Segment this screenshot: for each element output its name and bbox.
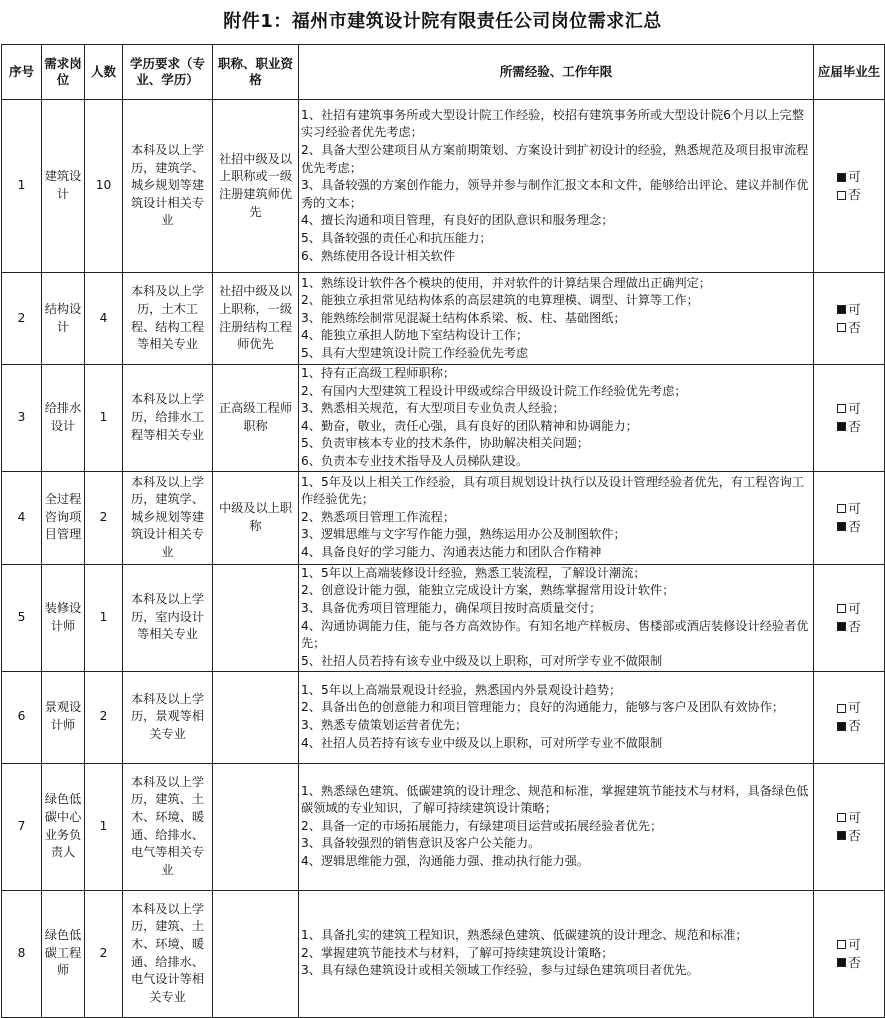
row-experience (299, 890, 814, 1017)
experience-item: 1、具备扎实的建筑工程知识，熟悉绿色建筑、低碳建筑的设计理念、规范和标准； (301, 928, 748, 943)
fresh-option-yes (816, 500, 882, 518)
row-experience (299, 365, 814, 472)
experience-item: 2、能独立承担常见结构体系的高层建筑的电算理模、调型、计算等工作； (301, 293, 699, 308)
experience-item: 4、沟通协调能力佳，能与各方高效协作。有知名地产样板房、售楼部或酒店装修设计经验者优先； (301, 618, 809, 651)
table-row (2, 671, 885, 763)
fresh-option-label: 可 (848, 936, 861, 952)
header-fresh: 应届毕业生 (814, 45, 885, 100)
experience-item: 2、具备一定的市场拓展能力，有绿建项目运营或拓展经验者优先； (301, 818, 663, 833)
row-fresh-graduate (814, 763, 885, 890)
fresh-option-label: 否 (848, 718, 861, 734)
fresh-option-no (816, 954, 882, 972)
fresh-option-no (816, 418, 882, 436)
row-position: 给排水设计 (42, 365, 85, 472)
row-count: 4 (85, 273, 123, 365)
unchecked-box-icon (837, 940, 846, 949)
checked-box-icon (837, 622, 846, 631)
fresh-option-label: 可 (848, 169, 861, 184)
row-experience (299, 471, 814, 564)
header-count: 人数 (85, 45, 123, 100)
experience-item: 4、具备良好的学习能力、沟通表达能力和团队合作精神 (301, 544, 602, 559)
experience-item: 2、具备大型公建项目从方案前期策划、方案设计到扩初设计的经验，熟悉规范及项目报审流程优先考虑； (301, 143, 809, 175)
row-education: 本科及以上学历，建筑学、城乡规划等建筑设计相关专业 (123, 100, 213, 273)
fresh-option-label: 可 (848, 700, 861, 716)
fresh-option-no (816, 618, 882, 636)
row-title-requirement (213, 671, 299, 763)
row-experience (299, 763, 814, 890)
experience-item: 3、具备较强烈的销售意识及客户公关能力。 (301, 836, 541, 851)
row-position: 全过程咨询项目管理 (42, 471, 85, 564)
row-education: 本科及以上学历，建筑、土木、环境、暖通、给排水、电气设计等相关专业 (123, 890, 213, 1017)
experience-item: 3、熟悉相关规范，有大型项目专业负责人经验； (301, 401, 565, 416)
fresh-option-label: 可 (848, 600, 861, 616)
experience-item: 3、能熟练绘制常见混凝土结构体系梁、板、柱、基础图纸； (301, 310, 626, 325)
checked-box-icon (837, 831, 846, 840)
row-count: 1 (85, 564, 123, 671)
fresh-option-no (816, 827, 882, 845)
row-fresh-graduate (814, 365, 885, 472)
fresh-option-yes (816, 699, 882, 717)
fresh-option-yes (816, 809, 882, 827)
fresh-option-label: 否 (848, 418, 861, 434)
row-fresh-graduate (814, 100, 885, 273)
unchecked-box-icon (837, 191, 846, 200)
experience-item: 6、熟练使用各设计相关软件 (301, 248, 456, 263)
row-fresh-graduate (814, 471, 885, 564)
job-requirements-table (1, 44, 885, 1018)
row-count: 2 (85, 671, 123, 763)
unchecked-box-icon (837, 323, 846, 332)
experience-item: 3、具有绿色建筑设计或相关领域工作经验，参与过绿色建筑项目者优先。 (301, 963, 699, 978)
row-position: 绿色低碳中心业务负责人 (42, 763, 85, 890)
row-fresh-graduate (814, 564, 885, 671)
experience-item: 1、持有正高级工程师职称； (301, 366, 456, 380)
experience-item: 5、负责审核本专业的技术条件，协助解决相关问题； (301, 436, 590, 451)
page-title: 附件1：福州市建筑设计院有限责任公司岗位需求汇总 (223, 11, 662, 32)
fresh-option-label: 否 (848, 827, 861, 843)
experience-item: 4、社招人员若持有该专业中级及以上职称，可对所学专业不做限制 (301, 735, 663, 750)
experience-item: 1、5年以上高端景观设计经验，熟悉国内外景观设计趋势； (301, 682, 622, 697)
fresh-option-no (816, 518, 882, 536)
row-education: 本科及以上学历，建筑、土木、环境、暖通、给排水、电气等相关专业 (123, 763, 213, 890)
table-row (2, 763, 885, 890)
row-number: 2 (2, 273, 42, 365)
checked-box-icon (837, 422, 846, 431)
row-count: 10 (85, 100, 123, 273)
fresh-option-no (816, 186, 882, 204)
fresh-option-yes (816, 301, 882, 319)
row-number: 7 (2, 763, 42, 890)
header-no: 序号 (2, 45, 42, 100)
row-number: 5 (2, 564, 42, 671)
row-title-requirement (213, 763, 299, 890)
fresh-option-label: 否 (848, 518, 861, 534)
fresh-option-yes (816, 400, 882, 418)
unchecked-box-icon (837, 813, 846, 822)
experience-item: 4、能独立承担人防地下室结构设计工作； (301, 328, 529, 343)
row-number: 1 (2, 100, 42, 273)
row-fresh-graduate (814, 273, 885, 365)
experience-item: 1、熟练设计软件各个模块的使用，并对软件的计算结果合理做出正确判定； (301, 275, 711, 290)
experience-item: 1、熟悉绿色建筑、低碳建筑的设计理念、规范和标准，掌握建筑节能技术与材料，具备绿色低碳领域的专业知识，了解可持续建筑设计策略； (301, 783, 809, 816)
experience-item: 3、逻辑思维与文字写作能力强，熟练运用办公及制图软件； (301, 527, 626, 542)
experience-item: 2、创意设计能力强，能独立完成设计方案，熟练掌握常用设计软件； (301, 583, 675, 598)
row-position: 建筑设计 (42, 100, 85, 273)
checked-box-icon (837, 305, 846, 314)
checked-box-icon (837, 722, 846, 731)
checked-box-icon (837, 173, 846, 182)
fresh-option-label: 可 (848, 301, 861, 317)
row-education: 本科及以上学历，景观等相关专业 (123, 671, 213, 763)
unchecked-box-icon (837, 704, 846, 713)
experience-item: 5、社招人员若持有该专业中级及以上职称，可对所学专业不做限制 (301, 653, 663, 668)
table-row (2, 100, 885, 273)
row-number: 3 (2, 365, 42, 472)
experience-item: 4、擅长沟通和项目管理，有良好的团队意识和服务理念； (301, 213, 614, 228)
row-education: 本科及以上学历，建筑学、城乡规划等建筑设计相关专业 (123, 471, 213, 564)
fresh-option-label: 否 (848, 954, 861, 970)
row-education: 本科及以上学历，室内设计等相关专业 (123, 564, 213, 671)
header-row (2, 45, 885, 100)
row-count: 1 (85, 365, 123, 472)
row-position: 结构设计 (42, 273, 85, 365)
experience-item: 3、熟悉专债策划运营者优先； (301, 718, 468, 733)
table-row (2, 890, 885, 1017)
experience-item: 1、社招有建筑事务所或大型设计院工作经验，校招有建筑事务所或大型设计院6个月以上完整实习经验者优先考虑； (301, 107, 805, 140)
experience-item: 4、勤奋，敬业，责任心强，具有良好的团队精神和协调能力； (301, 418, 638, 433)
row-title-requirement: 正高级工程师职称 (213, 365, 299, 472)
fresh-option-no (816, 717, 882, 735)
table-row (2, 471, 885, 564)
row-title-requirement (213, 564, 299, 671)
checked-box-icon (837, 958, 846, 967)
fresh-option-label: 可 (848, 400, 861, 416)
row-title-requirement: 社招中级及以上职称或一级注册建筑师优先 (213, 100, 299, 273)
unchecked-box-icon (837, 404, 846, 413)
fresh-option-yes (816, 600, 882, 618)
fresh-option-label: 否 (848, 187, 861, 202)
row-title-requirement (213, 890, 299, 1017)
experience-item: 2、具备出色的创意能力和项目管理能力；良好的沟通能力，能够与客户及团队有效协作； (301, 700, 785, 715)
row-education: 本科及以上学历，给排水工程等相关专业 (123, 365, 213, 472)
table-row (2, 564, 885, 671)
row-number: 6 (2, 671, 42, 763)
experience-item: 4、逻辑思维能力强，沟通能力强、推动执行能力强。 (301, 853, 590, 868)
experience-item: 1、5年及以上相关工作经验，具有项目规划设计执行以及设计管理经验者优先，有工程咨询工作经验优先； (301, 474, 805, 507)
row-count: 2 (85, 890, 123, 1017)
header-title-req: 职称、职业资格 (213, 45, 299, 100)
experience-item: 3、具备优秀项目管理能力，确保项目按时高质量交付； (301, 600, 602, 615)
row-title-requirement: 中级及以上职称 (213, 471, 299, 564)
unchecked-box-icon (837, 504, 846, 513)
experience-item: 2、掌握建筑节能技术与材料，了解可持续建筑设计策略； (301, 945, 614, 960)
row-number: 4 (2, 471, 42, 564)
experience-item: 5、具有大型建筑设计院工作经验优先考虑 (301, 345, 529, 360)
fresh-option-no (816, 319, 882, 337)
row-experience (299, 564, 814, 671)
fresh-option-label: 否 (848, 319, 861, 335)
row-position: 景观设计师 (42, 671, 85, 763)
fresh-option-label: 可 (848, 500, 861, 516)
row-number: 8 (2, 890, 42, 1017)
row-position: 装修设计师 (42, 564, 85, 671)
row-fresh-graduate (814, 671, 885, 763)
row-count: 2 (85, 471, 123, 564)
header-education: 学历要求（专业、学历） (123, 45, 213, 100)
experience-item: 3、具备较强的方案创作能力，领导并参与制作汇报文本和文件，能够给出评论、建议并制作优秀的文本； (301, 178, 809, 210)
row-experience (299, 100, 814, 273)
header-position: 需求岗位 (42, 45, 85, 100)
header-experience: 所需经验、工作年限 (299, 45, 814, 100)
table-row (2, 273, 885, 365)
fresh-option-yes (816, 168, 882, 186)
row-experience (299, 671, 814, 763)
experience-item: 5、具备较强的责任心和抗压能力； (301, 230, 492, 245)
experience-item: 2、有国内大型建筑工程设计甲级或综合甲级设计院工作经验优先考虑； (301, 383, 687, 398)
row-count: 1 (85, 763, 123, 890)
row-education: 本科及以上学历，土木工程、结构工程等相关专业 (123, 273, 213, 365)
row-fresh-graduate (814, 890, 885, 1017)
row-title-requirement: 社招中级及以上职称，一级注册结构工程师优先 (213, 273, 299, 365)
unchecked-box-icon (837, 604, 846, 613)
fresh-option-label: 否 (848, 618, 861, 634)
experience-item: 1、5年以上高端装修设计经验，熟悉工装流程，了解设计潮流； (301, 565, 646, 580)
experience-item: 6、负责本专业技术指导及人员梯队建设。 (301, 453, 529, 468)
checked-box-icon (837, 522, 846, 531)
fresh-option-yes (816, 936, 882, 954)
experience-item: 2、熟悉项目管理工作流程； (301, 509, 456, 524)
table-row (2, 365, 885, 472)
row-position: 绿色低碳工程师 (42, 890, 85, 1017)
fresh-option-label: 可 (848, 809, 861, 825)
row-experience (299, 273, 814, 365)
